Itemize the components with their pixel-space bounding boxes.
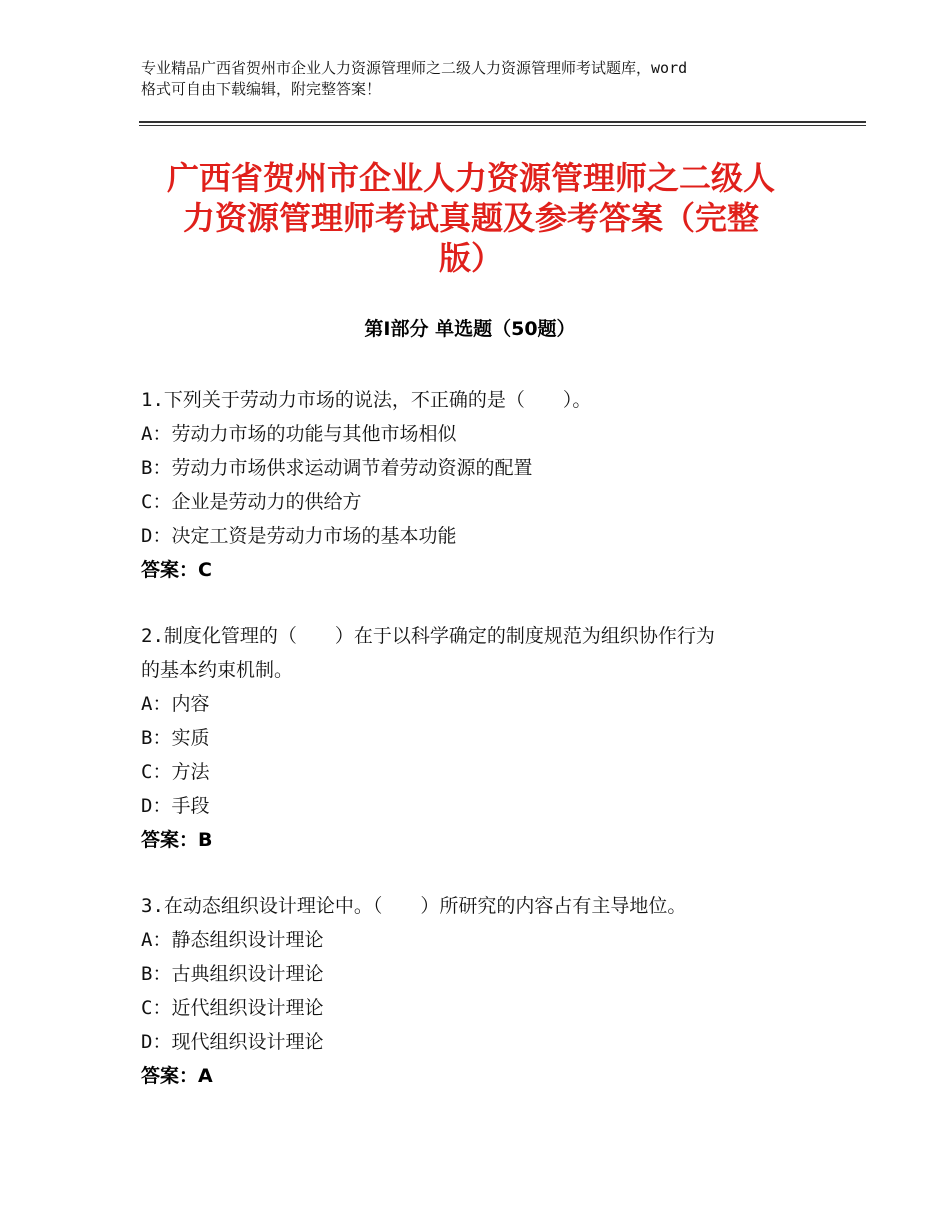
header-note xyxy=(141,58,831,100)
document-title-line-2: 力资源管理师考试真题及参考答案（完整 xyxy=(182,199,759,237)
question-list xyxy=(141,383,821,1125)
question-1 xyxy=(141,383,821,587)
question-2-option-c: C：方法 xyxy=(141,761,210,783)
header-note-line-2: 格式可自由下载编辑，附完整答案！ xyxy=(141,80,382,98)
question-2-stem-line-2: 的基本约束机制。 xyxy=(141,659,294,681)
question-2 xyxy=(141,619,821,857)
question-1-stem: 1.下列关于劳动力市场的说法，不正确的是（ ）。 xyxy=(141,389,592,411)
question-3 xyxy=(141,889,821,1093)
question-3-stem: 3.在动态组织设计理论中。（ ）所研究的内容占有主导地位。 xyxy=(141,895,687,917)
question-2-stem-line-1: 2.制度化管理的（ ）在于以科学确定的制度规范为组织协作行为 xyxy=(141,625,715,647)
document-title-line-1: 广西省贺州市企业人力资源管理师之二级人 xyxy=(166,159,775,197)
document-title-line-3: 版） xyxy=(438,239,503,277)
question-1-option-a: A：劳动力市场的功能与其他市场相似 xyxy=(141,423,457,445)
section-heading: 第Ⅰ部分 单选题（50题） xyxy=(364,318,576,340)
question-2-option-d: D：手段 xyxy=(141,795,210,817)
question-1-answer: 答案：C xyxy=(141,559,212,581)
document-title xyxy=(140,158,802,278)
question-3-answer: 答案：A xyxy=(141,1065,213,1087)
question-1-option-d: D：决定工资是劳动力市场的基本功能 xyxy=(141,525,457,547)
header-divider xyxy=(139,121,866,126)
question-2-answer: 答案：B xyxy=(141,829,213,851)
question-2-option-b: B：实质 xyxy=(141,727,210,749)
question-1-option-b: B：劳动力市场供求运动调节着劳动资源的配置 xyxy=(141,457,533,479)
question-3-option-a: A：静态组织设计理论 xyxy=(141,929,324,951)
question-2-option-a: A：内容 xyxy=(141,693,210,715)
header-note-line-1: 专业精品广西省贺州市企业人力资源管理师之二级人力资源管理师考试题库，word xyxy=(141,59,688,77)
question-3-option-b: B：古典组织设计理论 xyxy=(141,963,324,985)
question-3-option-d: D：现代组织设计理论 xyxy=(141,1031,324,1053)
question-1-option-c: C：企业是劳动力的供给方 xyxy=(141,491,362,513)
question-3-option-c: C：近代组织设计理论 xyxy=(141,997,324,1019)
